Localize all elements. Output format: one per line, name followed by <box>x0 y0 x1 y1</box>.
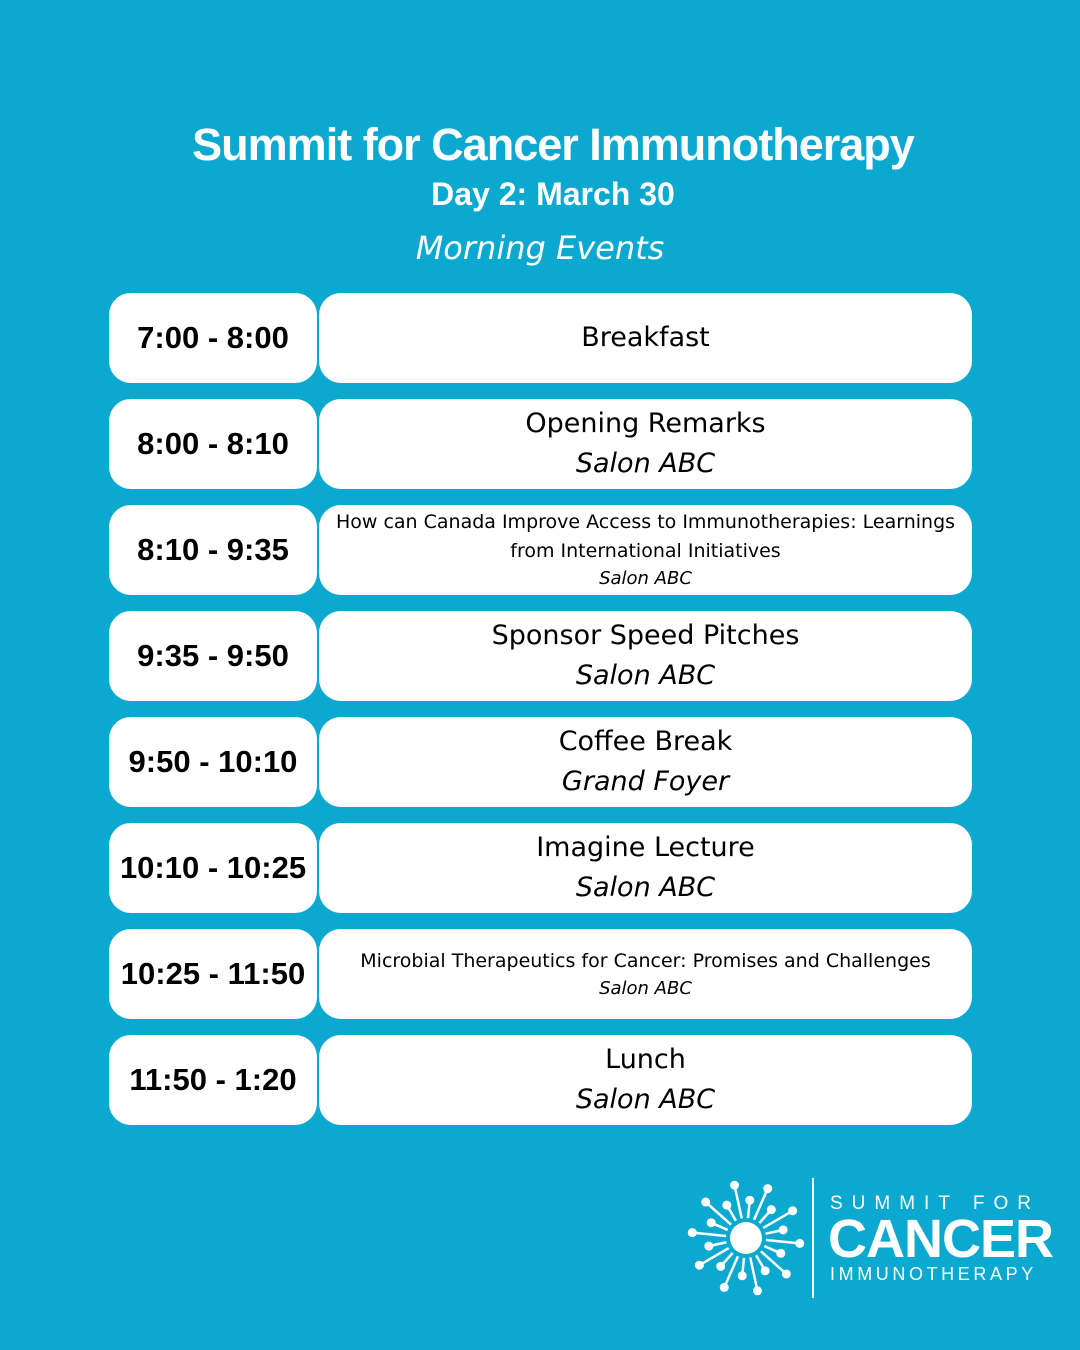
logo-line1: SUMMIT FOR <box>830 1193 1040 1214</box>
event-card <box>319 399 972 489</box>
event-location: Salon ABC <box>599 977 692 999</box>
time-slot: 10:25 - 11:50 <box>109 929 317 1019</box>
time-slot: 7:00 - 8:00 <box>109 293 317 383</box>
event-location: Salon ABC <box>575 872 716 903</box>
time-slot: 8:00 - 8:10 <box>109 399 317 489</box>
event-location: Salon ABC <box>575 1084 716 1115</box>
logo-line3: IMMUNOTHERAPY <box>830 1264 1037 1284</box>
event-card <box>319 611 972 701</box>
starburst-icon <box>684 1176 809 1301</box>
section-heading: Morning Events <box>415 229 665 267</box>
event-card <box>319 929 972 1019</box>
time-slot: 9:50 - 10:10 <box>109 717 317 807</box>
event-title: How can Canada Improve Access to Immunotherapies: Learnings from International Initiatives <box>335 511 956 562</box>
event-title: Opening Remarks <box>525 408 766 439</box>
time-slot: 10:10 - 10:25 <box>109 823 317 913</box>
event-card <box>319 293 972 383</box>
event-title: Breakfast <box>581 322 710 353</box>
schedule-row <box>109 717 972 807</box>
schedule-row <box>109 1035 972 1125</box>
event-card <box>319 505 972 595</box>
event-title: Sponsor Speed Pitches <box>491 620 800 651</box>
event-location: Grand Foyer <box>561 766 730 797</box>
summit-logo <box>684 1176 1054 1301</box>
page-subtitle: Day 2: March 30 <box>431 176 675 212</box>
event-card <box>319 1035 972 1125</box>
event-title: Lunch <box>605 1044 686 1075</box>
event-card <box>319 717 972 807</box>
event-location: Salon ABC <box>575 448 716 479</box>
logo-line2: CANCER <box>828 1209 1054 1269</box>
event-title: Imagine Lecture <box>536 832 755 863</box>
event-card <box>319 823 972 913</box>
schedule-row <box>109 293 972 383</box>
schedule-row <box>109 929 972 1019</box>
time-slot: 9:35 - 9:50 <box>109 611 317 701</box>
event-location: Salon ABC <box>599 568 692 589</box>
event-title: Coffee Break <box>558 726 733 757</box>
schedule-row <box>109 505 972 595</box>
event-title: Microbial Therapeutics for Cancer: Promises and Challenges <box>360 949 931 972</box>
time-slot: 8:10 - 9:35 <box>109 505 317 595</box>
schedule-row <box>109 823 972 913</box>
schedule-row <box>109 611 972 701</box>
schedule-row <box>109 399 972 489</box>
time-slot: 11:50 - 1:20 <box>109 1035 317 1125</box>
event-location: Salon ABC <box>575 660 716 691</box>
page-title: Summit for Cancer Immunotherapy <box>192 119 914 170</box>
logo-divider <box>812 1178 814 1298</box>
